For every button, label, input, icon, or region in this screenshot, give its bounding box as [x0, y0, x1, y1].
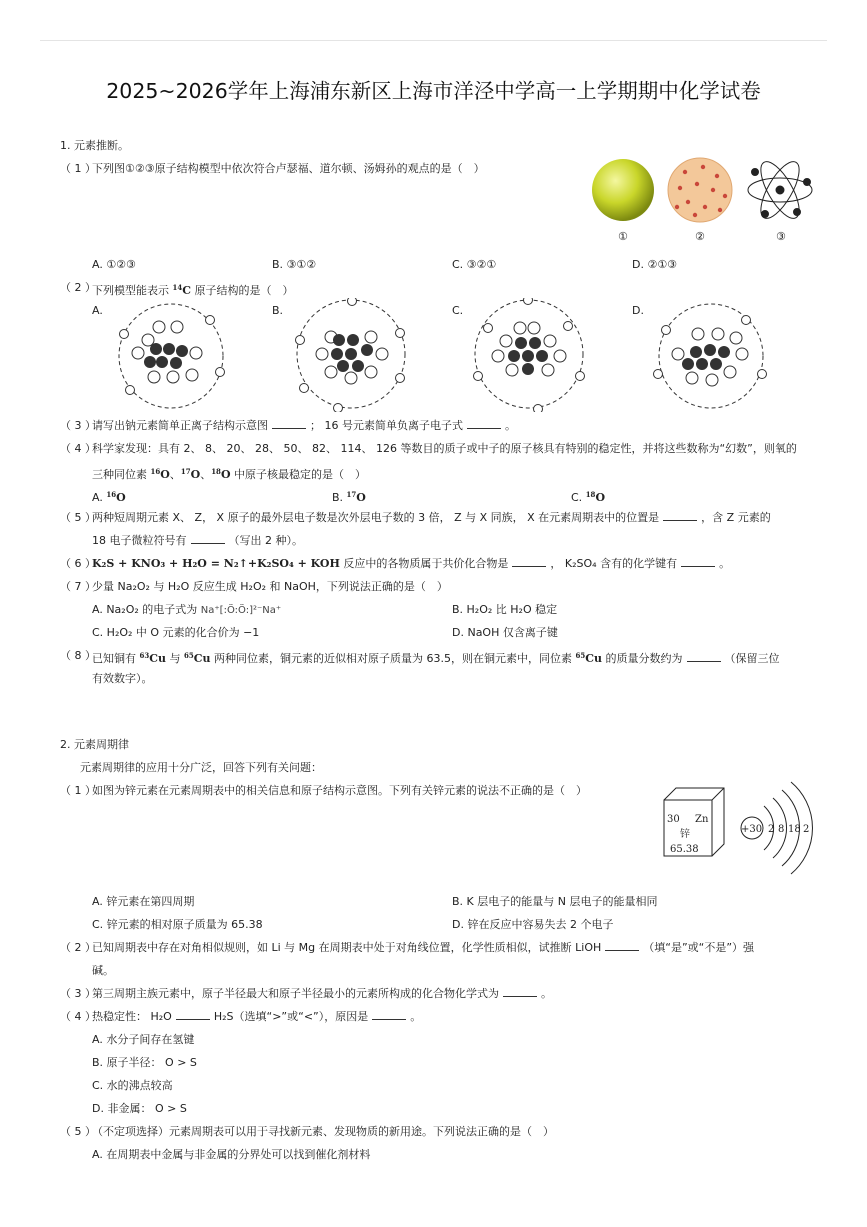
option-letter: B.	[332, 491, 344, 504]
q1-4-option-c[interactable]	[571, 487, 605, 506]
model-b-figure	[290, 298, 412, 412]
carbon-symbol: C	[182, 284, 192, 297]
isotope-symbol: O	[190, 468, 201, 481]
isotope-symbol: Cu	[585, 652, 603, 665]
q1-4-line2: 三种同位素 $^{16}$O、$^{17}$O、$^{18}$O 中原子核最稳定的是（ ）	[92, 467, 367, 481]
isotope-mass: 17	[180, 467, 191, 476]
q2-2-line2: 碱。	[92, 964, 114, 977]
dalton-model-icon	[592, 159, 654, 221]
q1-1-option-d[interactable]: D. ②①③	[632, 258, 678, 271]
q2-1-number: （ 1 ）	[60, 784, 96, 797]
q1-5-number: （ 5 ）	[60, 511, 96, 524]
q1-5-line2-a: 18 电子微粒符号有	[92, 534, 187, 547]
q1-2-option-c[interactable]: C.	[452, 304, 464, 317]
q1-8-line1	[92, 648, 780, 667]
q1-8-text-c: 两种同位素，铜元素的近似相对原子质量为 63.5，则在铜元素中，同位素	[214, 652, 573, 665]
q2-3-number: （ 3 ）	[60, 987, 96, 1000]
header-rule	[40, 40, 827, 41]
q2-2-text-a: 已知周期表中存在对角相似规则，如 Li 与 Mg 在周期表中处于对角线位置，化学性质相似，试推断 LiOH	[92, 941, 602, 954]
model-c-figure	[468, 298, 590, 412]
fig-label-3: ③	[776, 230, 786, 243]
q2-1-option-d[interactable]: D. 锌在反应中容易失去 2 个电子	[452, 918, 614, 931]
isotope-mass: 16	[106, 490, 117, 499]
q1-7-number: （ 7 ）	[60, 580, 96, 593]
isotope-mass: 18	[585, 490, 596, 499]
q1-4-line1: 科学家发现：具有 2、 8、 20、 28、 50、 82、 114、 126 等数目的质子或中子的原子核具有特别的稳定性，并将这些数称为“幻数”，则氧的	[92, 442, 797, 455]
q1-7-option-c[interactable]: C. H₂O₂ 中 O 元素的化合价为 −1	[92, 626, 260, 639]
isotope-mass: 63	[139, 651, 150, 660]
isotope-mass: 18	[211, 467, 221, 476]
isotope-symbol: O	[595, 491, 606, 504]
q1-6-text-b: ， K₂SO₄ 含有的化学键有	[550, 557, 678, 570]
isotope-mass: 17	[346, 490, 357, 499]
q2-4-option-d[interactable]: D. 非金属： O > S	[92, 1102, 187, 1115]
q1-3-text-a: 请写出钠元素简单正离子结构示意图	[92, 419, 268, 432]
q2-4-text-c: 。	[410, 1010, 422, 1023]
answer-blank[interactable]	[467, 418, 501, 429]
zinc-symbol: Zn	[695, 814, 709, 825]
reaction-equation: K₂S + KNO₃ + H₂O = N₂↑+K₂SO₄ + KOH	[92, 557, 340, 570]
q2-1-option-a[interactable]: A. 锌元素在第四周期	[92, 895, 195, 908]
isotope-symbol: O	[220, 468, 231, 481]
q2-3-text-b: 。	[541, 987, 552, 1000]
q1-3-text-b: ； 16 号元素简单负离子电子式	[310, 419, 463, 432]
answer-blank[interactable]	[503, 986, 537, 997]
q2-5-number: （ 5 ）	[60, 1125, 96, 1138]
q2-4-text	[92, 1009, 421, 1025]
isotope-symbol: Cu	[193, 652, 211, 665]
isotope-symbol: O	[356, 491, 366, 504]
shell-electron-count: 2	[803, 824, 810, 835]
q1-1-number: （ 1 ）	[60, 162, 96, 175]
q1-1-option-c[interactable]: C. ③②①	[452, 258, 497, 271]
q1-5-line2-b: （写出 2 种）。	[228, 534, 303, 547]
shell-electron-count: 18	[788, 824, 801, 835]
q2-intro: 元素周期律的应用十分广泛，回答下列有关问题：	[80, 761, 322, 774]
q1-6-text-a: 反应中的各物质属于共价化合物是	[343, 557, 509, 570]
thomson-model-icon	[668, 158, 732, 222]
answer-blank[interactable]	[372, 1009, 406, 1020]
answer-blank[interactable]	[191, 533, 225, 544]
isotope-mass: 16	[150, 467, 161, 476]
electron-formula: Na⁺[:Ö:Ö:]²⁻Na⁺	[200, 605, 282, 616]
q2-3-text-a: 第三周期主族元素中，原子半径最大和原子半径最小的元素所构成的化合物化学式为	[92, 987, 499, 1000]
option-letter: C.	[571, 491, 583, 504]
q1-2-option-d[interactable]: D.	[632, 304, 644, 317]
shell-electron-count: 8	[778, 824, 785, 835]
q1-8-line2: 有效数字）。	[92, 672, 153, 685]
q2-4-text-b: H₂S（选填“>”或“<”），原因是	[213, 1010, 369, 1023]
answer-blank[interactable]	[681, 556, 715, 567]
zinc-figure	[660, 776, 820, 880]
zinc-atomic-mass: 65.38	[670, 844, 699, 855]
q2-heading: 2. 元素周期律	[60, 738, 129, 751]
q1-7-option-d[interactable]: D. NaOH 仅含离子键	[452, 626, 558, 639]
q2-2-number: （ 2 ）	[60, 941, 96, 954]
answer-blank[interactable]	[512, 556, 546, 567]
answer-blank[interactable]	[272, 418, 306, 429]
q2-4-option-a[interactable]: A. 水分子间存在氢键	[92, 1033, 195, 1046]
q1-5-line1-a: 两种短周期元素 X、 Z， X 原子的最外层电子数是次外层电子数的 3 倍， Z 与 X 同族， X 在元素周期表中的位置是	[92, 511, 660, 524]
model-d-figure	[650, 300, 772, 412]
q1-2-stem	[92, 280, 294, 299]
zinc-name: 锌	[680, 829, 690, 840]
q2-5-stem: （不定项选择）元素周期表可以用于寻找新元素、发现物质的新用途。下列说法正确的是（ ）	[92, 1125, 554, 1138]
q1-2-stem-b: 原子结构的是（ ）	[194, 284, 294, 297]
carbon-mass-number: 14	[172, 283, 183, 292]
isotope-mass: 65	[184, 651, 194, 660]
q1-7-option-a[interactable]	[92, 602, 281, 619]
q1-8-text-a: 已知铜有	[92, 652, 136, 665]
q2-4-number: （ 4 ）	[60, 1010, 96, 1023]
fig-label-2: ②	[695, 230, 705, 243]
answer-blank[interactable]	[687, 651, 721, 662]
q1-6-text	[92, 556, 730, 572]
q1-1-option-b[interactable]: B. ③①②	[272, 258, 317, 271]
q1-4-number: （ 4 ）	[60, 442, 96, 455]
q1-1-stem: 下列图①②③原子结构模型中依次符合卢瑟福、道尔顿、汤姆孙的观点的是（ ）	[92, 162, 485, 175]
q1-7-stem: 少量 Na₂O₂ 与 H₂O 反应生成 H₂O₂ 和 NaOH，下列说法正确的是（ ）	[92, 580, 448, 593]
q2-2-line1	[92, 940, 754, 956]
fig-label-1: ①	[618, 230, 628, 243]
isotope-symbol: Cu	[149, 652, 167, 665]
option-text: A. Na₂O₂ 的电子式为	[92, 603, 198, 616]
isotope-mass: 65	[575, 651, 586, 660]
q1-2-option-a[interactable]: A.	[92, 304, 103, 317]
page-title: 2025~2026学年上海浦东新区上海市洋泾中学高一上学期期中化学试卷	[106, 79, 761, 103]
q1-4-option-b[interactable]	[332, 487, 366, 506]
q1-8-text-d: 的质量分数约为	[605, 652, 683, 665]
q1-8-text-b: 与	[169, 652, 181, 665]
q1-3-text	[92, 418, 516, 434]
q2-3-text	[92, 986, 552, 1002]
q2-4-text-a: 热稳定性： H₂O	[92, 1010, 172, 1023]
q1-5-line1	[92, 510, 771, 526]
q1-8-text-e: （保留三位	[724, 652, 780, 665]
answer-blank[interactable]	[176, 1009, 210, 1020]
q1-4-option-a[interactable]	[92, 487, 126, 506]
q2-2-text-b: （填“是”或“不是”）强	[643, 941, 755, 954]
q1-2-option-b[interactable]: B.	[272, 304, 284, 317]
answer-blank[interactable]	[605, 940, 639, 951]
zinc-nucleus-charge: +30	[741, 824, 763, 835]
q1-6-text-c: 。	[719, 557, 731, 570]
q1-4-line2-a: 三种同位素	[92, 468, 147, 481]
answer-blank[interactable]	[663, 510, 697, 521]
q1-6-number: （ 6 ）	[60, 557, 96, 570]
q1-8-number: （ 8 ）	[60, 649, 96, 662]
q1-5-line1-b: ，含 Z 元素的	[701, 511, 771, 524]
q1-7-option-b[interactable]: B. H₂O₂ 比 H₂O 稳定	[452, 603, 558, 616]
isotope-symbol: O	[116, 491, 126, 504]
q1-3-text-c: 。	[505, 419, 516, 432]
q1-5-line2	[92, 533, 303, 549]
q1-2-stem-a: 下列模型能表示	[92, 284, 169, 297]
q2-5-option-a[interactable]: A. 在周期表中金属与非金属的分界处可以找到催化剂材料	[92, 1148, 371, 1161]
q2-4-option-b[interactable]: B. 原子半径： O > S	[92, 1056, 197, 1069]
q2-1-option-b[interactable]: B. K 层电子的能量与 N 层电子的能量相同	[452, 895, 658, 908]
q2-1-stem: 如图为锌元素在元素周期表中的相关信息和原子结构示意图。下列有关锌元素的说法不正确的是（ ）	[92, 784, 587, 797]
q1-3-number: （ 3 ）	[60, 419, 96, 432]
q1-4-line2-b: 中原子核最稳定的是（ ）	[234, 468, 367, 481]
rutherford-model-icon	[748, 156, 812, 223]
q1-1-option-a[interactable]: A. ①②③	[92, 258, 136, 271]
option-letter: A.	[92, 491, 103, 504]
zinc-atomic-number: 30	[667, 814, 680, 825]
q2-4-option-c[interactable]: C. 水的沸点较高	[92, 1079, 173, 1092]
shell-electron-count: 2	[768, 824, 775, 835]
isotope-symbol: O	[160, 468, 170, 481]
q2-1-option-c[interactable]: C. 锌元素的相对原子质量为 65.38	[92, 918, 263, 931]
q1-2-number: （ 2 ）	[60, 281, 96, 294]
q1-heading: 1. 元素推断。	[60, 139, 129, 152]
model-a-figure	[110, 300, 232, 412]
